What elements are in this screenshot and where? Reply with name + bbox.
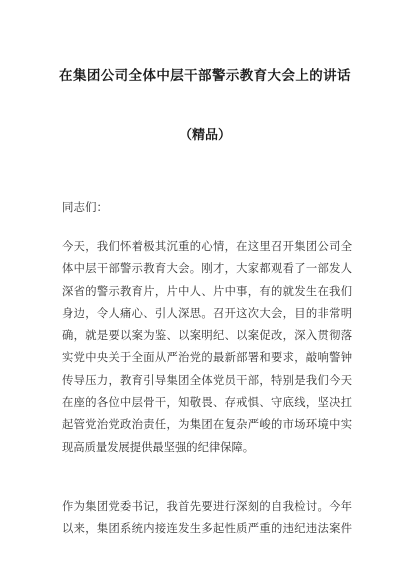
text-line: 起管党治党政治责任，为集团在复杂严峻的市场环境中实 — [62, 418, 352, 432]
salutation: 同志们： — [62, 200, 108, 214]
document-title: 在集团公司全体中层干部警示教育大会上的讲话 — [59, 68, 351, 84]
text-line: 深省的警示教育片，片中人、片中事，有的就发生在我们 — [62, 284, 352, 298]
text-line: 体中层干部警示教育大会。刚才，大家都观看了一部发人 — [62, 262, 352, 276]
text-line: 今天，我们怀着极其沉重的心情，在这里召开集团公司全 — [62, 240, 352, 253]
paragraph-2 — [62, 496, 352, 541]
text-line: 在座的各位中层骨干，知敬畏、存戒惧、守底线，坚决扛 — [62, 396, 352, 410]
text-line: 以来，集团系统内接连发生多起性质严重的违纪违法案件 — [62, 522, 352, 536]
text-line: 作为集团党委书记，我首先要进行深刻的自我检讨。今年 — [62, 500, 352, 513]
text-line: 传导压力，教育引导集团全体党员干部，特别是我们今天 — [62, 373, 352, 387]
text-line: 身边，令人痛心、引人深思。召开这次大会，目的非常明 — [62, 306, 352, 320]
document-subtitle: （精品） — [178, 128, 231, 143]
text-line: 确，就是要以案为鉴、以案明纪、以案促改，深入贯彻落 — [62, 329, 352, 343]
paragraph-1 — [62, 236, 352, 459]
text-line: 实党中央关于全面从严治党的最新部署和要求，敲响警钟 — [62, 351, 352, 365]
text-line: 现高质量发展提供最坚强的纪律保障。 — [62, 440, 255, 454]
